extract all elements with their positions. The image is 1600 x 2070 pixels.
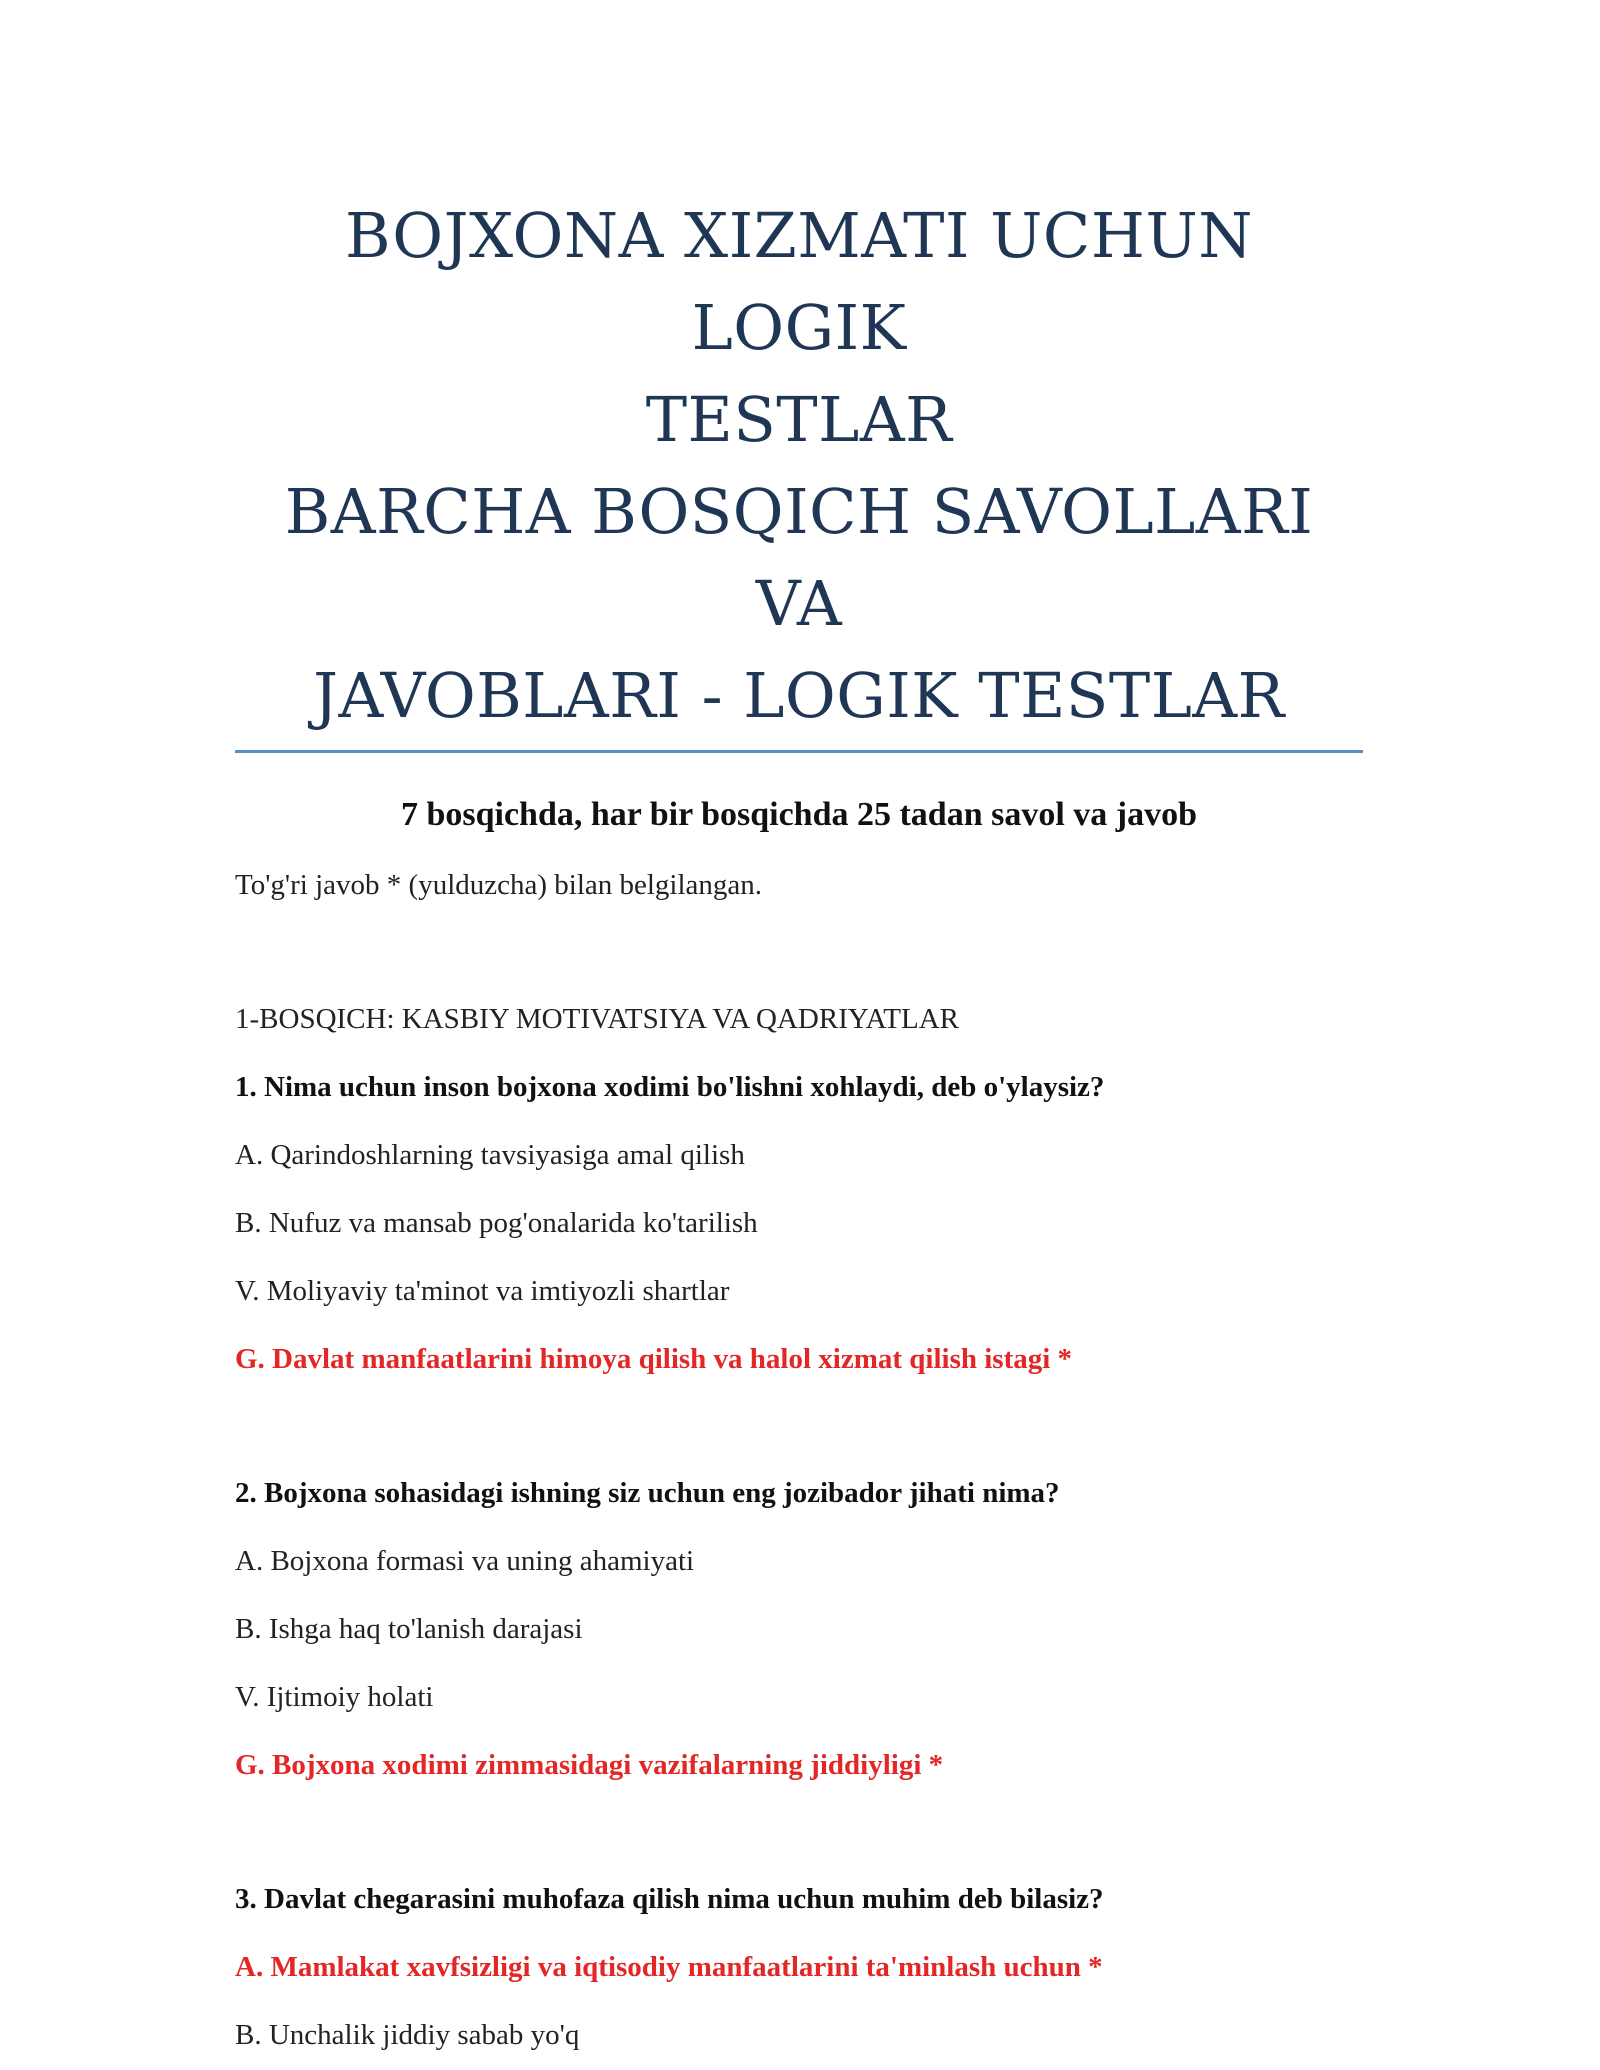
answer-option: A. Bojxona formasi va uning ahamiyati [235, 1545, 695, 1577]
question-text: 2. Bojxona sohasidagi ishning siz uchun eng jozibador jihati nima? [235, 1477, 1060, 1509]
answer-option: B. Unchalik jiddiy sabab yo'q [235, 2019, 580, 2051]
answer-option: B. Ishga haq to'lanish darajasi [235, 1613, 583, 1645]
question-3 [235, 1879, 1363, 2055]
page-content [235, 190, 1363, 2055]
title-divider [235, 750, 1363, 753]
answer-option: B. Nufuz va mansab pog'onalarida ko'tarilish [235, 1207, 758, 1239]
section-heading: 1-BOSQICH: KASBIY MOTIVATSIYA VA QADRIYATLAR [235, 1003, 960, 1035]
question-2 [235, 1473, 1363, 1785]
correct-answer-option: G. Davlat manfaatlarini himoya qilish va halol xizmat qilish istagi * [235, 1343, 1073, 1375]
question-text: 3. Davlat chegarasini muhofaza qilish nima uchun muhim deb bilasiz? [235, 1883, 1104, 1915]
question-1 [235, 1067, 1363, 1379]
answer-option: A. Qarindoshlarning tavsiyasiga amal qilish [235, 1139, 745, 1171]
answer-option: V. Moliyaviy ta'minot va imtiyozli shartlar [235, 1275, 730, 1307]
answer-option: V. Ijtimoiy holati [235, 1681, 434, 1713]
document-title [235, 190, 1363, 742]
title-line: TESTLAR [645, 383, 953, 456]
title-line: BOJXONA XIZMATI UCHUN LOGIK [345, 199, 1253, 364]
title-line: BARCHA BOSQICH SAVOLLARI VA [284, 475, 1314, 640]
answer-key-note: To'g'ri javob * (yulduzcha) bilan belgilangan. [235, 869, 763, 901]
document-subtitle: 7 bosqichda, har bir bosqichda 25 tadan savol va javob [400, 796, 1198, 833]
question-text: 1. Nima uchun inson bojxona xodimi bo'lishni xohlaydi, deb o'ylaysiz? [235, 1071, 1105, 1103]
title-line: JAVOBLARI - LOGIK TESTLAR [313, 659, 1285, 732]
correct-answer-option: G. Bojxona xodimi zimmasidagi vazifalarning jiddiyligi * [235, 1749, 944, 1781]
correct-answer-option: A. Mamlakat xavfsizligi va iqtisodiy manfaatlarini ta'minlash uchun * [235, 1951, 1103, 1983]
